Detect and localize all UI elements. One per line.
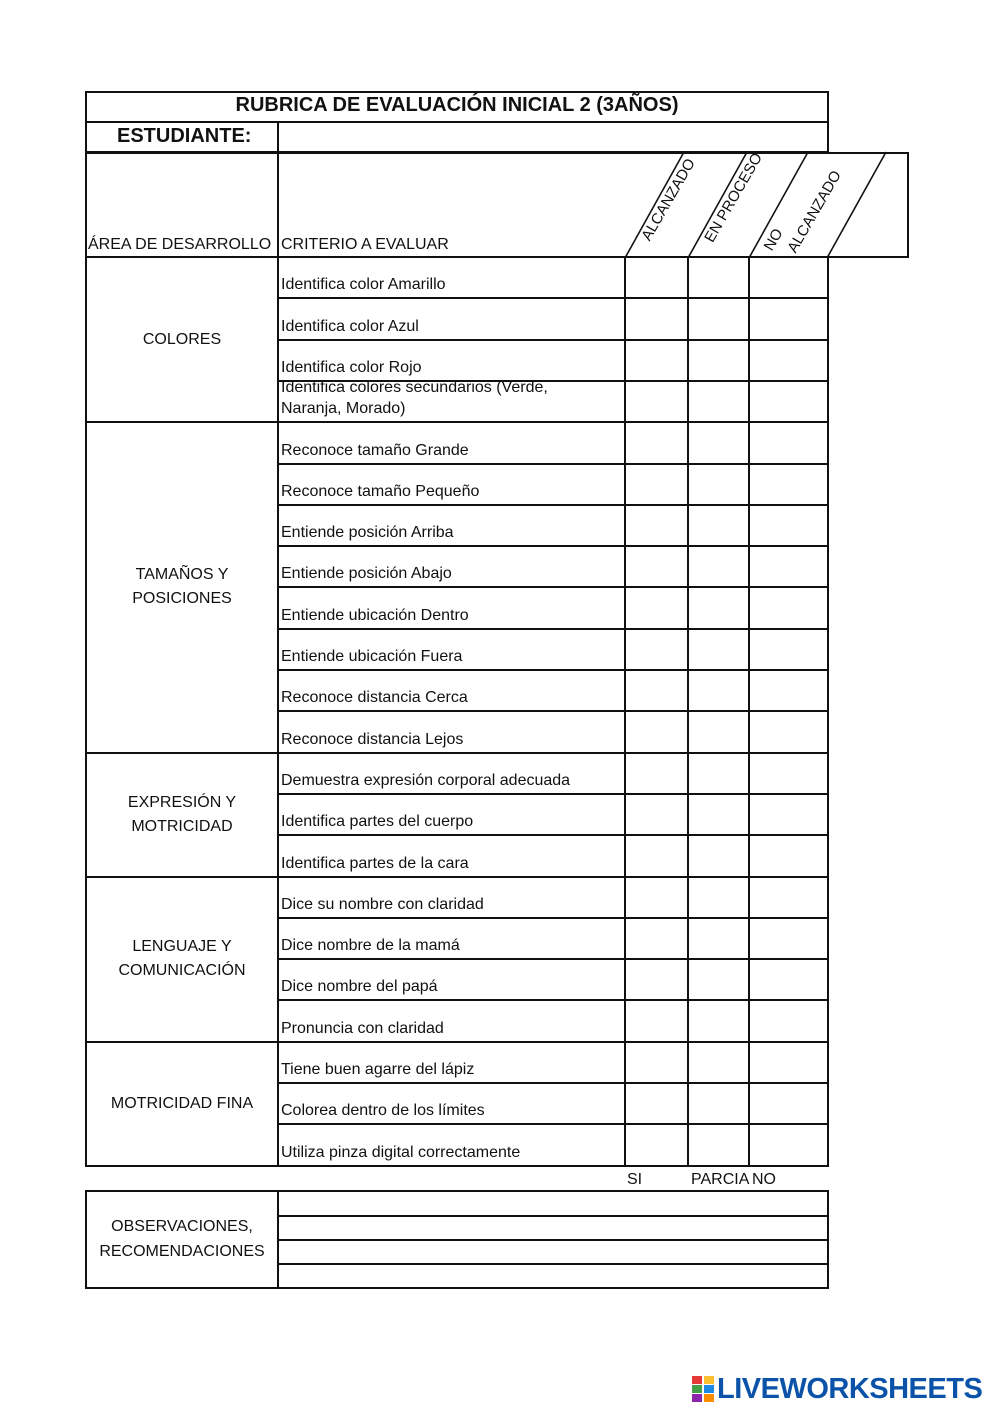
legend-no: NO xyxy=(752,1171,776,1188)
student-name-field[interactable] xyxy=(281,124,825,151)
brand-icon xyxy=(692,1376,714,1402)
check-no-alcanzado[interactable] xyxy=(751,962,826,997)
area-separator xyxy=(85,1165,829,1167)
observations-field-2[interactable] xyxy=(281,1218,825,1238)
check-no-alcanzado[interactable] xyxy=(751,508,826,543)
check-alcanzado[interactable] xyxy=(627,508,686,543)
check-no-alcanzado[interactable] xyxy=(751,880,826,915)
check-en-proceso[interactable] xyxy=(690,714,747,749)
criterion-label: Pronuncia con claridad xyxy=(281,1019,444,1037)
criteria-header: CRITERIO A EVALUAR xyxy=(281,236,449,253)
check-en-proceso[interactable] xyxy=(690,838,747,873)
check-en-proceso[interactable] xyxy=(690,1086,747,1121)
check-en-proceso[interactable] xyxy=(690,1045,747,1080)
check-en-proceso[interactable] xyxy=(690,756,747,791)
check-en-proceso[interactable] xyxy=(690,425,747,460)
check-en-proceso[interactable] xyxy=(690,921,747,956)
row-separator xyxy=(277,793,829,795)
check-en-proceso[interactable] xyxy=(690,384,747,419)
check-no-alcanzado[interactable] xyxy=(751,549,826,584)
criterion-label: Colorea dentro de los límites xyxy=(281,1102,485,1120)
row-separator xyxy=(277,1123,829,1125)
header-divider xyxy=(277,152,279,258)
check-alcanzado[interactable] xyxy=(627,1086,686,1121)
row-separator xyxy=(277,1082,829,1084)
observations-line xyxy=(277,1263,829,1265)
check-alcanzado[interactable] xyxy=(627,797,686,832)
area-separator xyxy=(85,876,829,878)
criterion-label: Reconoce tamaño Grande xyxy=(281,441,469,459)
criterion-label: Tiene buen agarre del lápiz xyxy=(281,1061,475,1078)
check-alcanzado[interactable] xyxy=(627,673,686,708)
area-label: COLORES xyxy=(142,330,222,348)
check-no-alcanzado[interactable] xyxy=(751,1127,826,1162)
check-no-alcanzado[interactable] xyxy=(751,714,826,749)
observations-line xyxy=(277,1239,829,1241)
area-label: TAMAÑOS Y xyxy=(135,566,229,584)
check-no-alcanzado[interactable] xyxy=(751,425,826,460)
check-en-proceso[interactable] xyxy=(690,962,747,997)
row-separator xyxy=(277,669,829,671)
check-alcanzado[interactable] xyxy=(627,590,686,625)
row-separator xyxy=(277,463,829,465)
criterion-label: Entiende posición Arriba xyxy=(281,524,454,542)
observations-field-1[interactable] xyxy=(281,1193,825,1214)
criterion-label: Entiende ubicación Dentro xyxy=(281,606,469,624)
area-label: LENGUAJE Y xyxy=(132,938,232,956)
check-alcanzado[interactable] xyxy=(627,1045,686,1080)
check-no-alcanzado[interactable] xyxy=(751,673,826,708)
check-no-alcanzado[interactable] xyxy=(751,301,826,336)
check-no-alcanzado[interactable] xyxy=(751,1086,826,1121)
row-separator xyxy=(277,999,829,1001)
grid-left-border xyxy=(85,257,87,1167)
check-no-alcanzado[interactable] xyxy=(751,797,826,832)
criterion-label: Dice su nombre con claridad xyxy=(281,895,484,913)
criterion-label: Naranja, Morado) xyxy=(281,400,406,418)
row-separator xyxy=(277,297,829,299)
check-alcanzado[interactable] xyxy=(627,1127,686,1162)
criterion-label: Dice nombre de la mamá xyxy=(281,937,460,955)
check-no-alcanzado[interactable] xyxy=(751,384,826,419)
area-separator xyxy=(85,421,829,423)
observations-line xyxy=(277,1215,829,1217)
header-en-proceso: EN PROCESO xyxy=(701,150,766,246)
check-no-alcanzado[interactable] xyxy=(751,467,826,502)
check-alcanzado[interactable] xyxy=(627,260,686,295)
area-separator xyxy=(85,1041,829,1043)
criterion-label: Identifica color Rojo xyxy=(281,358,422,376)
observations-field-4[interactable] xyxy=(281,1266,825,1286)
check-alcanzado[interactable] xyxy=(627,714,686,749)
criterion-label: Identifica partes del cuerpo xyxy=(281,813,474,831)
row-separator xyxy=(277,339,829,341)
row-separator xyxy=(277,628,829,630)
check-alcanzado[interactable] xyxy=(627,467,686,502)
criterion-label: Identifica colores secundarios (Verde, xyxy=(281,378,548,396)
check-en-proceso[interactable] xyxy=(690,673,747,708)
check-no-alcanzado[interactable] xyxy=(751,1003,826,1038)
check-en-proceso[interactable] xyxy=(690,301,747,336)
check-alcanzado[interactable] xyxy=(627,301,686,336)
criterion-label: Identifica color Azul xyxy=(281,317,419,335)
check-no-alcanzado[interactable] xyxy=(751,1045,826,1080)
area-label: POSICIONES xyxy=(132,590,232,608)
criterion-label: Reconoce distancia Lejos xyxy=(281,730,464,748)
criterion-label: Identifica partes de la cara xyxy=(281,854,469,872)
check-alcanzado[interactable] xyxy=(627,838,686,873)
check-en-proceso[interactable] xyxy=(690,343,747,378)
check-alcanzado[interactable] xyxy=(627,425,686,460)
check-alcanzado[interactable] xyxy=(627,921,686,956)
observations-label-1: OBSERVACIONES, xyxy=(111,1218,253,1235)
area-label: COMUNICACIÓN xyxy=(118,962,246,980)
criterion-label: Dice nombre del papá xyxy=(281,978,438,996)
check-no-alcanzado[interactable] xyxy=(751,921,826,956)
student-label: ESTUDIANTE: xyxy=(117,125,252,147)
check-alcanzado[interactable] xyxy=(627,343,686,378)
rubric-title: RUBRICA DE EVALUACIÓN INICIAL 2 (3AÑOS) xyxy=(235,94,679,116)
check-alcanzado[interactable] xyxy=(627,1003,686,1038)
legend-si: SI xyxy=(627,1171,643,1188)
criterion-label: Utiliza pinza digital correctamente xyxy=(281,1143,521,1161)
area-label: EXPRESIÓN Y xyxy=(127,793,237,811)
check-en-proceso[interactable] xyxy=(690,590,747,625)
row-separator xyxy=(277,917,829,919)
student-divider xyxy=(277,121,279,153)
area-label: MOTRICIDAD xyxy=(131,817,233,835)
check-no-alcanzado[interactable] xyxy=(751,343,826,378)
check-en-proceso[interactable] xyxy=(690,467,747,502)
check-alcanzado[interactable] xyxy=(627,962,686,997)
check-no-alcanzado[interactable] xyxy=(751,632,826,667)
area-header: ÁREA DE DESARROLLO xyxy=(88,236,272,253)
criterion-label: Entiende posición Abajo xyxy=(281,565,452,583)
check-alcanzado[interactable] xyxy=(627,384,686,419)
area-separator xyxy=(85,752,829,754)
criterion-label: Reconoce distancia Cerca xyxy=(281,689,468,707)
row-separator xyxy=(277,710,829,712)
check-en-proceso[interactable] xyxy=(690,549,747,584)
check-no-alcanzado[interactable] xyxy=(751,260,826,295)
check-en-proceso[interactable] xyxy=(690,260,747,295)
check-en-proceso[interactable] xyxy=(690,632,747,667)
header-no: NO xyxy=(760,225,787,254)
row-separator xyxy=(277,834,829,836)
check-en-proceso[interactable] xyxy=(690,880,747,915)
brand-logo xyxy=(692,1373,982,1405)
check-alcanzado[interactable] xyxy=(627,549,686,584)
check-en-proceso[interactable] xyxy=(690,1003,747,1038)
check-en-proceso[interactable] xyxy=(690,508,747,543)
check-en-proceso[interactable] xyxy=(690,1127,747,1162)
row-separator xyxy=(277,586,829,588)
check-no-alcanzado[interactable] xyxy=(751,838,826,873)
check-no-alcanzado[interactable] xyxy=(751,756,826,791)
observations-field-3[interactable] xyxy=(281,1242,825,1262)
row-separator xyxy=(277,545,829,547)
area-label: MOTRICIDAD FINA xyxy=(110,1094,254,1112)
check-en-proceso[interactable] xyxy=(690,797,747,832)
row-separator xyxy=(277,504,829,506)
criterion-label: Reconoce tamaño Pequeño xyxy=(281,482,480,500)
row-separator xyxy=(277,958,829,960)
observations-label-2: RECOMENDACIONES xyxy=(99,1243,265,1260)
check-alcanzado[interactable] xyxy=(627,880,686,915)
header-alcanzado: ALCANZADO xyxy=(638,155,699,244)
header-no-alcanzado: ALCANZADO xyxy=(784,167,845,256)
legend-parcial: PARCIA xyxy=(691,1171,750,1188)
criterion-label: Demuestra expresión corporal adecuada xyxy=(281,771,571,789)
criterion-label: Entiende ubicación Fuera xyxy=(281,648,463,665)
check-no-alcanzado[interactable] xyxy=(751,590,826,625)
brand-name: LIVEWORKSHEETS xyxy=(717,1372,983,1405)
check-alcanzado[interactable] xyxy=(627,756,686,791)
check-alcanzado[interactable] xyxy=(627,632,686,667)
criterion-label: Identifica color Amarillo xyxy=(281,276,446,294)
